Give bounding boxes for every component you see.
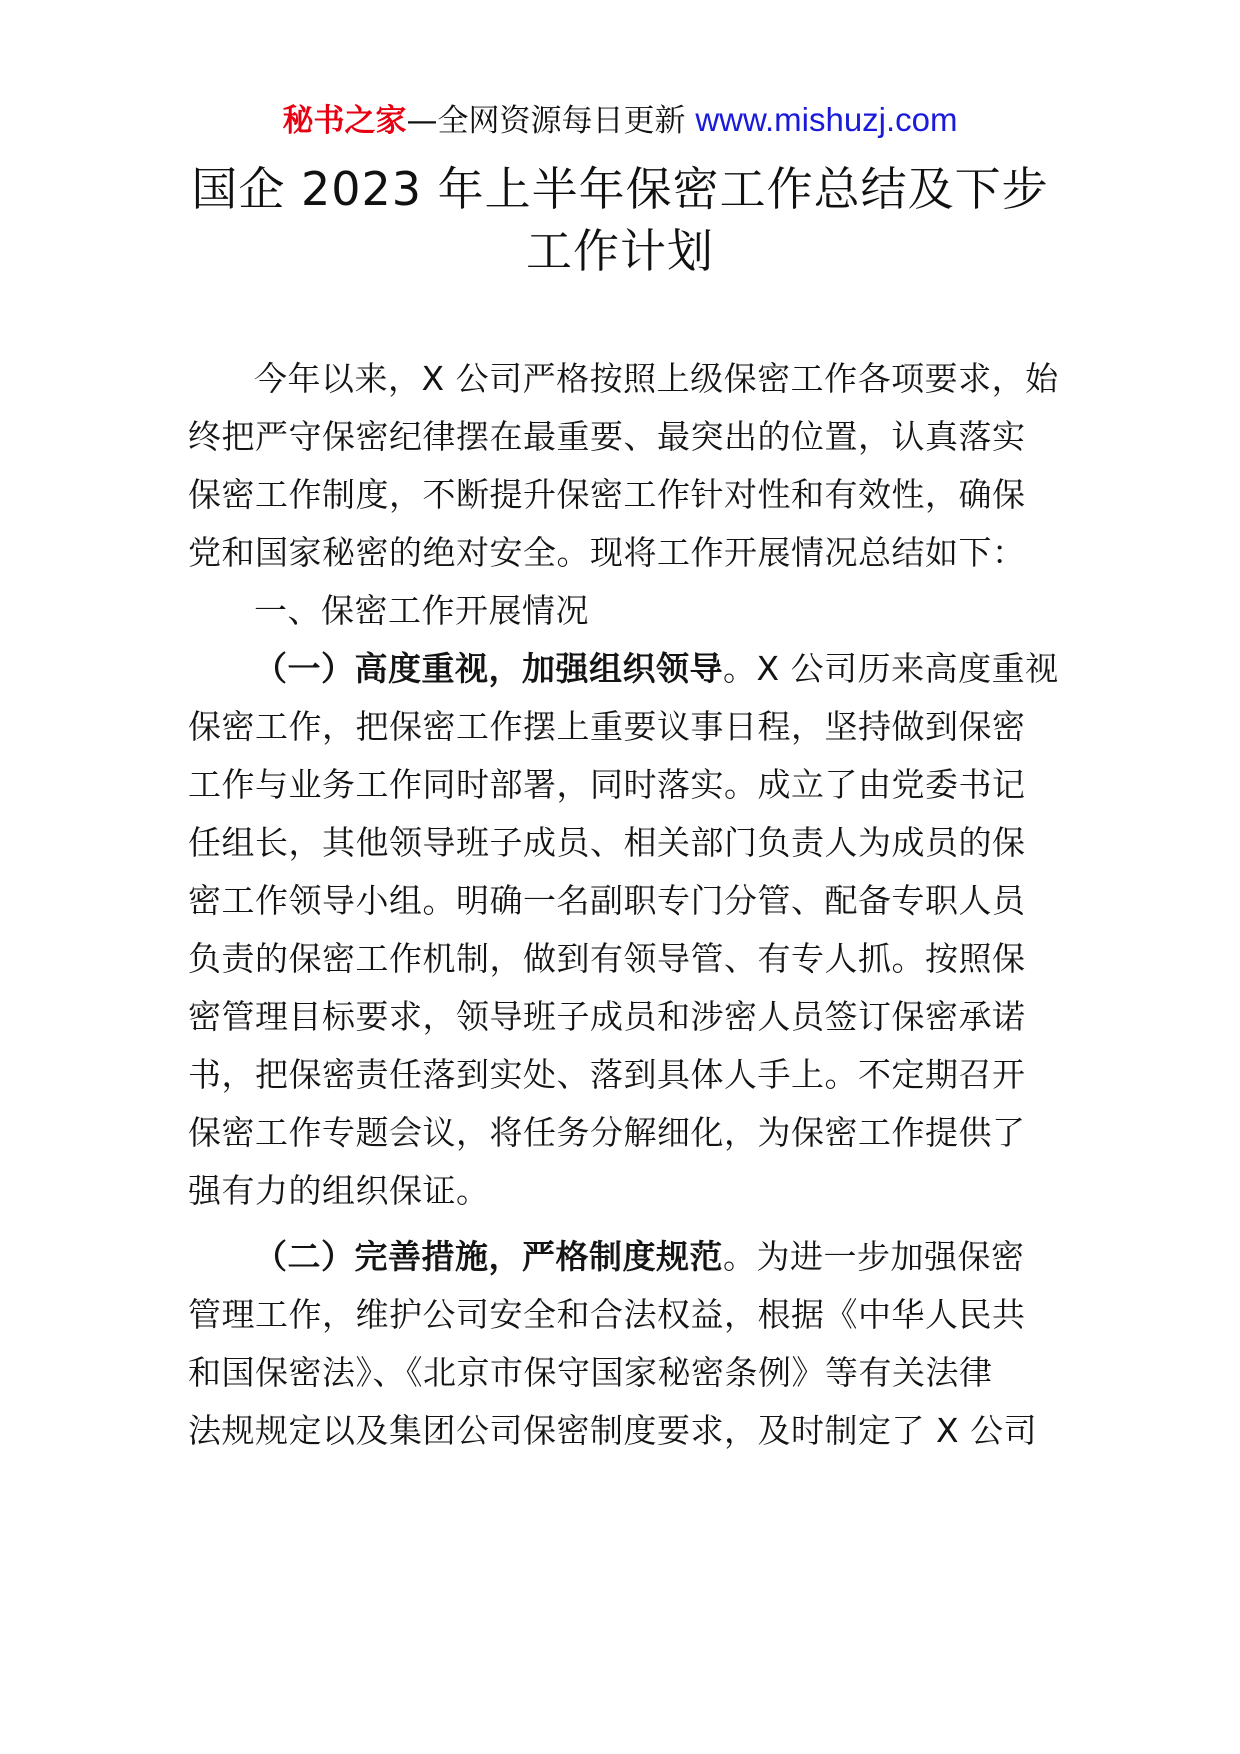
paragraph-line: 和国保密法》、《北京市保守国家秘密条例》等有关法律 [188, 1353, 993, 1392]
document-body [188, 356, 1059, 1466]
intro-line: 终把严守保密纪律摆在最重要、最突出的位置，认真落实 [188, 417, 1026, 456]
paragraph-line: 密工作领导小组。明确一名副职专门分管、配备专职人员 [188, 881, 1026, 920]
title-line-1: 国企 2023 年上半年保密工作总结及下步 [191, 162, 1049, 216]
site-slogan: —全网资源每日更新 [406, 103, 696, 139]
title-line-2: 工作计划 [526, 224, 714, 278]
paragraph-line: 法规规定以及集团公司保密制度要求，及时制定了 X 公司 [188, 1411, 1038, 1450]
subsection-1-heading: （一）高度重视，加强组织领导 [254, 649, 723, 688]
brand-name: 秘书之家 [282, 103, 407, 139]
intro-line: 今年以来，X 公司严格按照上级保密工作各项要求，始 [254, 359, 1059, 398]
paragraph-line: 保密工作专题会议，将任务分解细化，为保密工作提供了 [188, 1113, 1026, 1152]
section-heading: 一、保密工作开展情况 [254, 591, 589, 630]
subsection-1-lead: 。X 公司历来高度重视 [723, 649, 1059, 688]
paragraph-line: 书，把保密责任落到实处、落到具体人手上。不定期召开 [188, 1055, 1026, 1094]
site-url-link[interactable]: www.mishuzj.com [695, 101, 958, 138]
paragraph-line: 管理工作，维护公司安全和合法权益，根据《中华人民共 [188, 1295, 1026, 1334]
paragraph-line: 强有力的组织保证。 [188, 1171, 490, 1210]
paragraph-line: 任组长，其他领导班子成员、相关部门负责人为成员的保 [188, 823, 1026, 862]
subsection-2-heading: （二）完善措施，严格制度规范 [254, 1237, 723, 1276]
paragraph-line: 保密工作，把保密工作摆上重要议事日程，坚持做到保密 [188, 707, 1026, 746]
paragraph-line: 负责的保密工作机制，做到有领导管、有专人抓。按照保 [188, 939, 1026, 978]
intro-line: 保密工作制度，不断提升保密工作针对性和有效性，确保 [188, 475, 1026, 514]
subsection-2-lead: 。为进一步加强保密 [723, 1237, 1025, 1276]
paragraph-line: 密管理目标要求，领导班子成员和涉密人员签订保密承诺 [188, 997, 1026, 1036]
subsection-1-first-line [188, 646, 1059, 704]
document-title [150, 158, 1090, 282]
paragraph-line: 工作与业务工作同时部署，同时落实。成立了由党委书记 [188, 765, 1026, 804]
site-header [0, 98, 1240, 143]
subsection-2-first-line [188, 1234, 1054, 1292]
intro-line: 党和国家秘密的绝对安全。现将工作开展情况总结如下： [188, 533, 1026, 572]
